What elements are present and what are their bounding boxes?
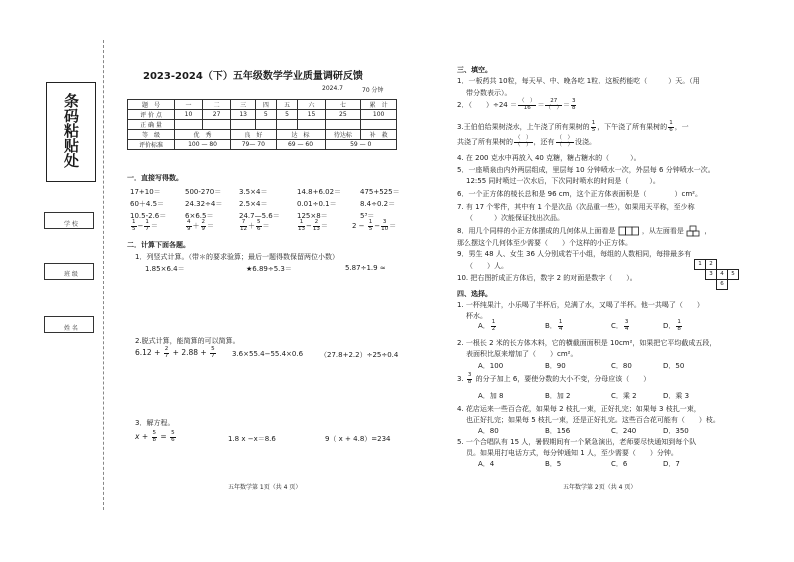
oral-item: 60＋4.5＝ (130, 200, 165, 208)
score-cell: 10 (174, 110, 202, 120)
net-cell: 1 (694, 259, 706, 270)
score-cell: 100 (361, 110, 397, 120)
score-cell: 13 (231, 110, 256, 120)
oral-item: 8.4÷0.2＝ (360, 200, 396, 208)
score-cell: 待达标 (325, 130, 361, 140)
choice-option: B．加 2 (545, 392, 571, 400)
name-field[interactable] (44, 316, 94, 333)
grade-points-row (128, 140, 397, 150)
score-input-cell[interactable] (276, 120, 298, 130)
exam-duration: 70 分钟 (362, 87, 384, 94)
choice-option: B．90 (545, 362, 566, 370)
oral-item: 0.01÷0.1＝ (297, 200, 337, 208)
choice-q4-cont: 也正好扎完；如果每 5 枝扎一束，还是正好扎完。这些百合花可能有（ ）枝。 (466, 416, 720, 424)
choice-option: D．350 (663, 427, 689, 435)
choice-option: C．乘 2 (611, 392, 637, 400)
simplify-3: （27.8+2.2）÷25÷0.4 (320, 351, 399, 359)
choice-option: A．80 (478, 427, 499, 435)
choice-option: D． $\frac{1}{8}$ (663, 319, 681, 332)
sub-2-instruction: 2.脱式计算，能简算的可以简算。 (135, 337, 240, 345)
fill-q8-cont: 那么摆这个几何体至少需要（ ）个这样的小正方体。 (457, 239, 632, 247)
equation-2: 1.8 x −x＝8.6 (228, 435, 276, 443)
fill-q7-cont: （ ）次能保证找出次品。 (466, 214, 564, 222)
section-4-title: 四、选择。 (457, 290, 492, 298)
score-cell: 题 号 (128, 100, 175, 110)
score-cell: 良 好 (231, 130, 276, 140)
score-cell: 25 (325, 110, 361, 120)
score-cell: 五 (276, 100, 298, 110)
fill-q9-cont: （ ）人。 (466, 262, 508, 270)
fill-q9: 9．男生 48 人、女生 36 人分别成若干小组，每组的人数相同，每排最多有 (457, 250, 692, 258)
net-cell: 2 (705, 259, 717, 270)
class-label: 班 级 (64, 271, 78, 278)
score-cell: 正 确 量 (128, 120, 175, 130)
choice-option: C．80 (611, 362, 632, 370)
simplify-2: 3.6×55.4−55.4×0.6 (232, 350, 304, 358)
choice-option: B．5 (545, 460, 562, 468)
fill-q3: 3.王伯伯给果树浇水，上午浇了所有果树的 $\frac{1}{5}$ ，下午浇了所有果树的 $\frac{1}{6}$ ，一 (457, 120, 689, 133)
binding-sidebar (42, 82, 98, 352)
net-cell: 3 (705, 269, 717, 280)
oral-item: 24.32÷4＝ (185, 200, 223, 208)
oral-item: 14.8+6.02＝ (297, 188, 342, 196)
choice-option: B．156 (545, 427, 571, 435)
equation-3: 9（ x + 4.8）=234 (325, 435, 391, 443)
score-cell: 累 计 (361, 100, 397, 110)
choice-q1: 1. 一杯纯果汁，小乐喝了半杯后，兑满了水，又喝了半杯。他一共喝了（ ） (457, 301, 704, 309)
oral-item: 5³＝ (360, 212, 375, 220)
vertical-calc: 5.87÷1.9 ≈ (345, 264, 386, 272)
score-points-row (128, 110, 397, 120)
choice-q5: 5. 一个合唱队有 15 人，暑假期间有一个紧急演出，老师要尽快通知到每个队 (457, 438, 697, 446)
simplify-1: 6.12 + $\frac{2}{7}$ + 2.88 + $\frac{5}{7}$ (135, 346, 215, 359)
oral-frac-item: $\frac{1}{5}$ − $\frac{1}{7}$ ＝ (132, 219, 158, 232)
score-input-cell[interactable] (256, 120, 276, 130)
oral-item: 17+10＝ (130, 188, 161, 196)
oral-item: 2.5×4＝ (239, 200, 268, 208)
score-input-cell[interactable] (361, 120, 397, 130)
choice-q3: 3. $\frac{3}{8}$ 的分子加上 6，要使分数的大小不变，分母应该（ ） (457, 372, 651, 385)
section-2-title: 二．计算下面各题。 (127, 241, 190, 249)
exam-date: 2024.7 (322, 85, 343, 92)
oral-item: 500-270＝ (185, 188, 222, 196)
choice-option: C．240 (611, 427, 637, 435)
choice-option: A．4 (478, 460, 495, 468)
fill-q5: 5．一座喷泉由内外两层组成，里层每 10 分钟喷水一次，外层每 6 分钟喷水一次。 (457, 166, 715, 174)
vertical-calc: 1.85×6.4＝ (145, 265, 185, 273)
choice-option: B． $\frac{1}{4}$ (545, 319, 563, 332)
vertical-calc: ★6.89÷5.3＝ (246, 265, 292, 273)
score-cell: 5 (276, 110, 298, 120)
barcode-box (46, 82, 96, 182)
exam-title: 2023-2024（下）五年级数学学业质量调研反馈 (143, 71, 363, 82)
school-field[interactable] (44, 212, 94, 229)
oral-frac-item: 2 − $\frac{1}{5}$ − $\frac{3}{10}$ ＝ (352, 219, 397, 232)
score-cell: 补 救 (361, 130, 397, 140)
score-cell: 5 (256, 110, 276, 120)
net-cell: 5 (727, 269, 739, 280)
score-input-cell[interactable] (174, 120, 202, 130)
oral-item: 475+525＝ (360, 188, 400, 196)
choice-q5-cont: 员。如果用打电话方式，每分钟通知 1 人，至少需要（ ）分钟。 (466, 449, 678, 457)
page-footer-left: 五年数学第 1页（共 4 页） (228, 484, 302, 491)
score-input-cell[interactable] (203, 120, 231, 130)
oral-item: 6×6.5＝ (185, 212, 214, 220)
score-cell: 59 — 0 (325, 140, 396, 150)
score-cell: 三 (231, 100, 256, 110)
equation-1: x + $\frac{5}{8}$ = $\frac{5}{6}$ (135, 430, 175, 443)
oral-frac-item: $\frac{7}{12}$ ＋ $\frac{5}{6}$ ＝ (240, 219, 270, 232)
oral-frac-item: $\frac{1}{13}$ − $\frac{2}{13}$ ＝ (298, 219, 328, 232)
sub-1-instruction: 1．列竖式计算。（带＊的要求验算；最后一题得数保留两位小数） (135, 253, 339, 261)
score-cell: 69 — 60 (276, 140, 325, 150)
score-cell: 达 标 (276, 130, 325, 140)
choice-option: A．加 8 (478, 392, 504, 400)
score-cell: 100 — 80 (174, 140, 230, 150)
choice-option: D．7 (663, 460, 680, 468)
score-cell: 评价标准 (128, 140, 175, 150)
fill-q10: 10. 把右图折成正方体后，数字 2 的对面是数字（ ）。 (457, 274, 637, 282)
page-footer-right: 五年数学第 2页（共 4 页） (563, 484, 637, 491)
choice-option: C． $\frac{3}{4}$ (611, 319, 629, 332)
fill-q6: 6．一个正方体的棱长总和是 96 cm，这个正方体表面积是（ ）cm²。 (457, 190, 702, 198)
score-correct-row (128, 120, 397, 130)
name-label: 姓 名 (64, 325, 78, 332)
score-input-cell[interactable] (298, 120, 325, 130)
score-cell: 二 (203, 100, 231, 110)
score-header-row (128, 100, 397, 110)
score-cell: 四 (256, 100, 276, 110)
barcode-label: 条码粘贴处 (62, 93, 80, 168)
choice-option: D．乘 3 (663, 392, 690, 400)
score-cell: 15 (298, 110, 325, 120)
oral-frac-item: $\frac{4}{9}$ ＋ $\frac{2}{9}$ ＝ (187, 219, 214, 232)
score-input-cell[interactable] (325, 120, 361, 130)
fill-q5-cont: 12:55 同时喷过一次水后，下次同时喷水的时间是（ ）。 (466, 177, 660, 185)
section-1-title: 一．直接写得数。 (127, 174, 183, 182)
score-cell: 七 (325, 100, 361, 110)
oral-item: 10.5-2.6＝ (130, 212, 167, 220)
fill-q2: 2．（ ）÷24 ＝ $\frac{( )}{16}$ ＝ $\frac{27}{( )}$ ＝ $\frac{3}{8}$ (457, 98, 576, 111)
left-view-icon (686, 225, 702, 237)
fill-q1-cont: 带分数表示）。 (466, 89, 512, 97)
score-input-cell[interactable] (231, 120, 256, 130)
binding-line (103, 40, 104, 510)
oral-item: 24.7—5.6＝ (239, 212, 280, 220)
score-cell: 27 (203, 110, 231, 120)
top-view-icon (618, 226, 640, 236)
oral-item: 3.5×4＝ (239, 188, 268, 196)
grade-header-row (128, 130, 397, 140)
choice-option: A． $\frac{1}{2}$ (478, 319, 496, 332)
sub-3-instruction: 3．解方程。 (135, 419, 175, 427)
net-cell: 6 (716, 279, 728, 290)
section-3-title: 三、填空。 (457, 66, 492, 74)
score-cell: 优 秀 (174, 130, 230, 140)
choice-q2-cont: 表面积比原来增加了（ ）cm²。 (466, 350, 578, 358)
class-field[interactable] (44, 263, 94, 280)
choice-q1-cont: 杯水。 (466, 312, 487, 320)
choice-option: D．50 (663, 362, 685, 370)
school-label: 学 校 (64, 221, 78, 228)
score-table (127, 99, 397, 150)
score-cell: 等 级 (128, 130, 175, 140)
oral-item: 125×8＝ (297, 212, 328, 220)
choice-option: C．6 (611, 460, 628, 468)
fill-q3-cont: 共浇了所有果树的 $\frac{( )}{( )}$ ，还有 $\frac{( )}{( )}$ 没浇。 (457, 135, 597, 148)
choice-q4: 4. 花店运来一些百合花，如果每 2 枝扎一束，正好扎完；如果每 3 枝扎一束， (457, 405, 701, 413)
score-cell: 六 (298, 100, 325, 110)
fill-q7: 7. 有 17 个零件，其中有 1 个是次品（次品重一些），如果用天平称，至少称 (457, 203, 695, 211)
choice-q2: 2. 一根长 2 米的长方体木料，它的横截面面积是 10cm²，如果把它平均截成五段， (457, 339, 717, 347)
fill-q4: 4. 在 200 克水中再放入 40 克糖，糖占糖水的（ ）。 (457, 154, 641, 162)
net-cell: 4 (716, 269, 728, 280)
choice-option: A．100 (478, 362, 504, 370)
score-cell: 79— 70 (231, 140, 276, 150)
fill-q1: 1．一板药共 10粒，每天早、中、晚各吃 1粒．这板药能吃（ ）天。（用 (457, 77, 700, 85)
score-cell: 评 价 点 (128, 110, 175, 120)
fill-q8: 8．用几个同样的小正方体摆成的几何体从上面看是 ，从左面看是 ， (457, 227, 712, 235)
cube-net (694, 259, 744, 295)
score-cell: 一 (174, 100, 202, 110)
